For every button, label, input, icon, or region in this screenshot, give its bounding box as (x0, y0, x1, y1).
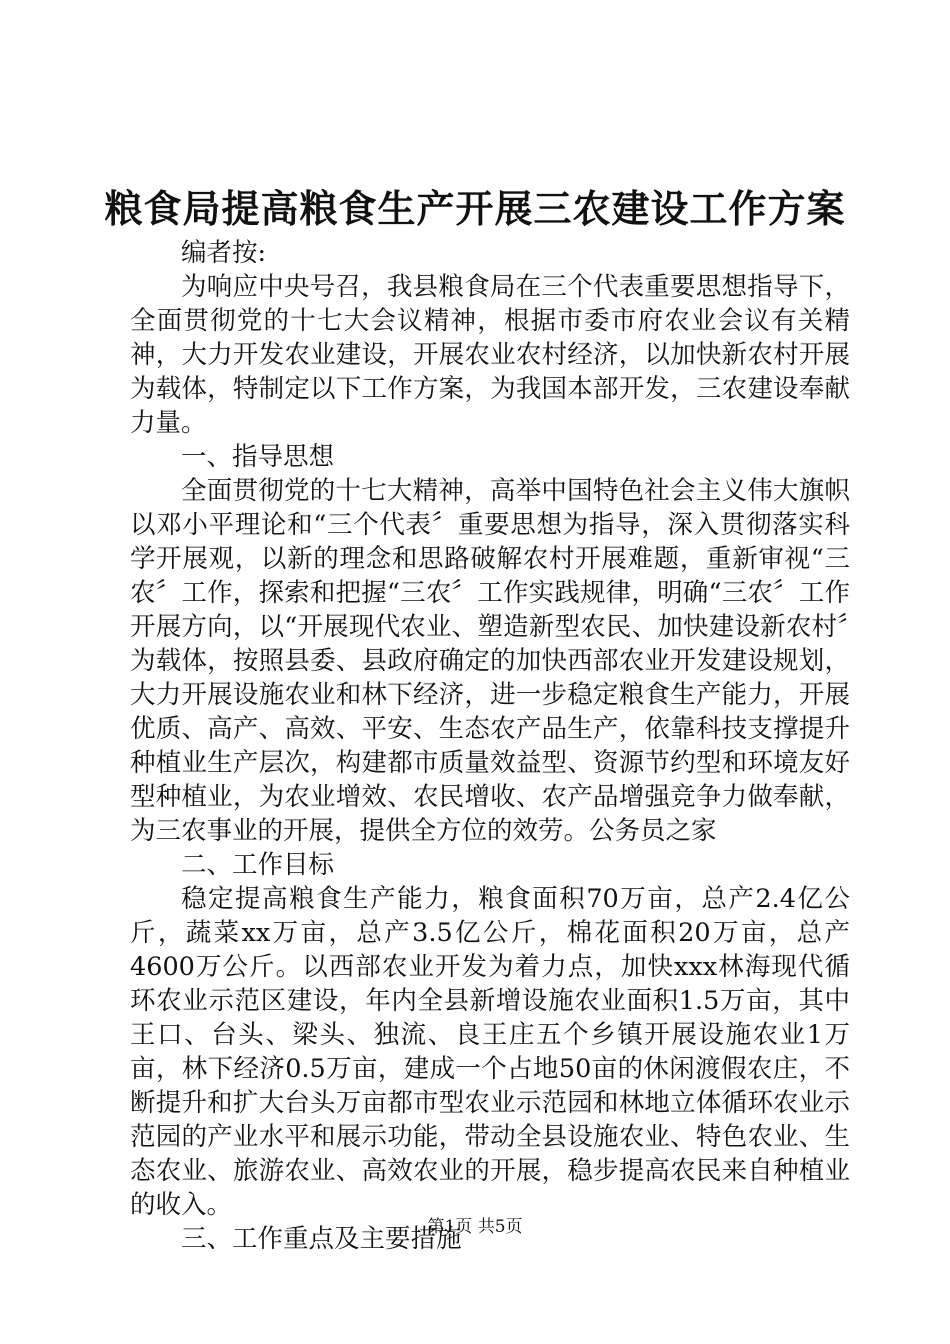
document-title: 粮食局提高粮食生产开展三农建设工作方案 (104, 186, 846, 231)
guiding-ideology-paragraph: 全面贯彻党的十七大精神，高举中国特色社会主义伟大旗帜以邓小平理论和“三个代表〞重要思想为指导，深入贯彻落实科学开展观，以新的理念和思路破解农村开展难题，重新审视“三农〞工作，探索和把握“三农〞工作实践规律，明确“三农〞工作开展方向，以“开展现代农业、塑造新型农民、加快建设新农村〞为载体，按照县委、县政府确定的加快西部农业开发建设规划，大力开展设施农业和林下经济，进一步稳定粮食生产能力，开展优质、高产、高效、平安、生态农产品生产，依靠科技支撑提升种植业生产层次，构建都市质量效益型、资源节约型和环境友好型种植业，为农业增效、农民增收、农产品增强竞争力做奉献，为三农事业的开展，提供全方位的效劳。公务员之家 (130, 476, 850, 846)
editor-note-label: 编者按: (181, 238, 267, 268)
page-number-footer: 第1页 共5页 (427, 1217, 523, 1237)
work-goals-paragraph: 稳定提高粮食生产能力，粮食面积70万亩，总产2.4亿公斤，蔬菜xx万亩，总产3.5亿公斤，棉花面积20万亩，总产4600万公斤。以西部农业开发为着力点，加快xxx林海现代循环农业示范区建设，年内全县新增设施农业面积1.5万亩，其中王口、台头、梁头、独流、良王庄五个乡镇开展设施农业1万亩，林下经济0.5万亩，建成一个占地50亩的休闲渡假农庄，不断提升和扩大台头万亩都市型农业示范园和林地立体循环农业示范园的产业水平和展示功能，带动全县设施农业、特色农业、生态农业、旅游农业、高效农业的开展，稳步提高农民来自种植业的收入。 (130, 884, 850, 1220)
intro-paragraph: 为响应中央号召，我县粮食局在三个代表重要思想指导下，全面贯彻党的十七大会议精神，根据市委市府农业会议有关精神，大力开发农业建设，开展农业农村经济，以加快新农村开展为载体，特制定以下工作方案，为我国本部开发，三农建设奉献力量。 (130, 272, 850, 438)
section-heading-key-measures: 三、工作重点及主要措施 (181, 1224, 462, 1254)
section-heading-work-goals: 二、工作目标 (181, 850, 335, 880)
section-heading-guiding-ideology: 一、指导思想 (181, 442, 335, 472)
document-body (130, 236, 850, 1256)
